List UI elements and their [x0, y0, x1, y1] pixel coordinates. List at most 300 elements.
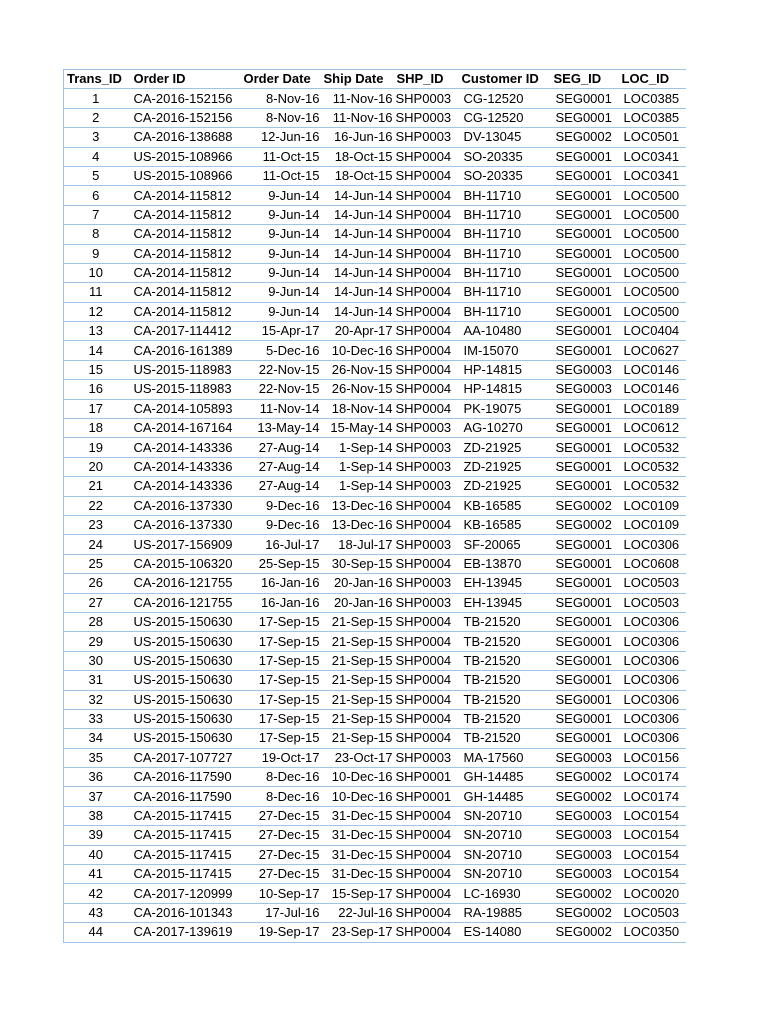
cell-order-id[interactable]: CA-2014-105893 — [128, 399, 242, 418]
cell-seg-id[interactable]: SEG0001 — [552, 302, 620, 321]
cell-order-id[interactable]: CA-2015-117415 — [128, 865, 242, 884]
cell-loc-id[interactable]: LOC0503 — [620, 593, 686, 612]
cell-order-id[interactable]: CA-2016-137330 — [128, 496, 242, 515]
cell-trans-id[interactable]: 32 — [64, 690, 128, 709]
cell-trans-id[interactable]: 2 — [64, 108, 128, 127]
cell-ship-date[interactable]: 23-Oct-17 — [322, 748, 395, 767]
cell-order-date[interactable]: 11-Oct-15 — [242, 166, 322, 185]
cell-trans-id[interactable]: 19 — [64, 438, 128, 457]
cell-customer-id[interactable]: DV-13045 — [460, 128, 552, 147]
cell-shp-id[interactable]: SHP0004 — [395, 651, 460, 670]
cell-order-date[interactable]: 17-Sep-15 — [242, 632, 322, 651]
cell-order-date[interactable]: 17-Sep-15 — [242, 690, 322, 709]
cell-seg-id[interactable]: SEG0002 — [552, 884, 620, 903]
cell-seg-id[interactable]: SEG0001 — [552, 225, 620, 244]
cell-order-id[interactable]: US-2015-150630 — [128, 671, 242, 690]
cell-ship-date[interactable]: 10-Dec-16 — [322, 341, 395, 360]
cell-order-id[interactable]: CA-2016-117590 — [128, 787, 242, 806]
cell-ship-date[interactable]: 16-Jun-16 — [322, 128, 395, 147]
cell-trans-id[interactable]: 44 — [64, 923, 128, 942]
cell-shp-id[interactable]: SHP0004 — [395, 923, 460, 942]
cell-seg-id[interactable]: SEG0001 — [552, 322, 620, 341]
cell-ship-date[interactable]: 15-Sep-17 — [322, 884, 395, 903]
cell-shp-id[interactable]: SHP0004 — [395, 612, 460, 631]
cell-ship-date[interactable]: 14-Jun-14 — [322, 302, 395, 321]
cell-loc-id[interactable]: LOC0341 — [620, 147, 686, 166]
header-customer-id[interactable]: Customer ID — [460, 70, 552, 89]
cell-shp-id[interactable]: SHP0004 — [395, 322, 460, 341]
cell-customer-id[interactable]: SN-20710 — [460, 826, 552, 845]
cell-shp-id[interactable]: SHP0004 — [395, 515, 460, 534]
cell-customer-id[interactable]: TB-21520 — [460, 651, 552, 670]
cell-customer-id[interactable]: CG-12520 — [460, 108, 552, 127]
cell-order-id[interactable]: CA-2016-121755 — [128, 574, 242, 593]
cell-shp-id[interactable]: SHP0001 — [395, 787, 460, 806]
cell-order-date[interactable]: 11-Nov-14 — [242, 399, 322, 418]
cell-order-id[interactable]: CA-2016-152156 — [128, 89, 242, 108]
cell-seg-id[interactable]: SEG0001 — [552, 709, 620, 728]
cell-shp-id[interactable]: SHP0004 — [395, 729, 460, 748]
cell-trans-id[interactable]: 14 — [64, 341, 128, 360]
cell-order-date[interactable]: 17-Sep-15 — [242, 729, 322, 748]
cell-ship-date[interactable]: 1-Sep-14 — [322, 438, 395, 457]
cell-customer-id[interactable]: BH-11710 — [460, 205, 552, 224]
cell-trans-id[interactable]: 31 — [64, 671, 128, 690]
cell-seg-id[interactable]: SEG0001 — [552, 205, 620, 224]
cell-ship-date[interactable]: 14-Jun-14 — [322, 263, 395, 282]
cell-trans-id[interactable]: 11 — [64, 283, 128, 302]
cell-loc-id[interactable]: LOC0532 — [620, 477, 686, 496]
cell-loc-id[interactable]: LOC0306 — [620, 690, 686, 709]
cell-shp-id[interactable]: SHP0004 — [395, 166, 460, 185]
cell-loc-id[interactable]: LOC0500 — [620, 302, 686, 321]
cell-order-id[interactable]: US-2015-118983 — [128, 380, 242, 399]
cell-trans-id[interactable]: 35 — [64, 748, 128, 767]
cell-seg-id[interactable]: SEG0003 — [552, 380, 620, 399]
cell-customer-id[interactable]: EB-13870 — [460, 554, 552, 573]
cell-seg-id[interactable]: SEG0001 — [552, 244, 620, 263]
cell-ship-date[interactable]: 13-Dec-16 — [322, 496, 395, 515]
cell-loc-id[interactable]: LOC0154 — [620, 845, 686, 864]
cell-shp-id[interactable]: SHP0003 — [395, 535, 460, 554]
cell-loc-id[interactable]: LOC0154 — [620, 826, 686, 845]
cell-order-id[interactable]: US-2015-150630 — [128, 690, 242, 709]
cell-loc-id[interactable]: LOC0306 — [620, 612, 686, 631]
cell-order-date[interactable]: 9-Jun-14 — [242, 283, 322, 302]
cell-shp-id[interactable]: SHP0003 — [395, 108, 460, 127]
cell-seg-id[interactable]: SEG0003 — [552, 360, 620, 379]
cell-ship-date[interactable]: 22-Jul-16 — [322, 903, 395, 922]
cell-ship-date[interactable]: 21-Sep-15 — [322, 690, 395, 709]
cell-order-id[interactable]: CA-2014-115812 — [128, 205, 242, 224]
cell-order-id[interactable]: US-2015-118983 — [128, 360, 242, 379]
cell-ship-date[interactable]: 20-Jan-16 — [322, 593, 395, 612]
cell-order-date[interactable]: 15-Apr-17 — [242, 322, 322, 341]
cell-trans-id[interactable]: 9 — [64, 244, 128, 263]
cell-order-id[interactable]: CA-2014-115812 — [128, 186, 242, 205]
cell-seg-id[interactable]: SEG0001 — [552, 632, 620, 651]
cell-ship-date[interactable]: 14-Jun-14 — [322, 283, 395, 302]
cell-shp-id[interactable]: SHP0003 — [395, 477, 460, 496]
cell-trans-id[interactable]: 41 — [64, 865, 128, 884]
cell-loc-id[interactable]: LOC0154 — [620, 806, 686, 825]
cell-order-id[interactable]: CA-2017-114412 — [128, 322, 242, 341]
cell-trans-id[interactable]: 34 — [64, 729, 128, 748]
cell-loc-id[interactable]: LOC0385 — [620, 89, 686, 108]
cell-order-id[interactable]: CA-2014-167164 — [128, 419, 242, 438]
cell-order-date[interactable]: 17-Sep-15 — [242, 709, 322, 728]
cell-seg-id[interactable]: SEG0001 — [552, 554, 620, 573]
cell-ship-date[interactable]: 31-Dec-15 — [322, 806, 395, 825]
cell-trans-id[interactable]: 6 — [64, 186, 128, 205]
cell-order-date[interactable]: 8-Nov-16 — [242, 89, 322, 108]
cell-order-id[interactable]: CA-2014-115812 — [128, 302, 242, 321]
cell-order-date[interactable]: 27-Dec-15 — [242, 845, 322, 864]
cell-loc-id[interactable]: LOC0404 — [620, 322, 686, 341]
cell-seg-id[interactable]: SEG0001 — [552, 263, 620, 282]
cell-ship-date[interactable]: 23-Sep-17 — [322, 923, 395, 942]
cell-seg-id[interactable]: SEG0001 — [552, 729, 620, 748]
cell-ship-date[interactable]: 26-Nov-15 — [322, 380, 395, 399]
cell-loc-id[interactable]: LOC0109 — [620, 496, 686, 515]
cell-order-date[interactable]: 8-Dec-16 — [242, 787, 322, 806]
cell-shp-id[interactable]: SHP0004 — [395, 806, 460, 825]
cell-order-id[interactable]: CA-2016-121755 — [128, 593, 242, 612]
cell-seg-id[interactable]: SEG0003 — [552, 865, 620, 884]
cell-trans-id[interactable]: 39 — [64, 826, 128, 845]
cell-seg-id[interactable]: SEG0001 — [552, 612, 620, 631]
cell-shp-id[interactable]: SHP0004 — [395, 632, 460, 651]
cell-customer-id[interactable]: BH-11710 — [460, 244, 552, 263]
cell-trans-id[interactable]: 23 — [64, 515, 128, 534]
cell-customer-id[interactable]: ZD-21925 — [460, 477, 552, 496]
cell-shp-id[interactable]: SHP0004 — [395, 690, 460, 709]
cell-loc-id[interactable]: LOC0532 — [620, 457, 686, 476]
cell-seg-id[interactable]: SEG0001 — [552, 477, 620, 496]
cell-order-id[interactable]: CA-2015-117415 — [128, 845, 242, 864]
cell-order-id[interactable]: CA-2014-115812 — [128, 283, 242, 302]
cell-shp-id[interactable]: SHP0003 — [395, 438, 460, 457]
cell-ship-date[interactable]: 14-Jun-14 — [322, 186, 395, 205]
cell-seg-id[interactable]: SEG0002 — [552, 515, 620, 534]
cell-seg-id[interactable]: SEG0003 — [552, 845, 620, 864]
cell-seg-id[interactable]: SEG0002 — [552, 903, 620, 922]
cell-order-date[interactable]: 17-Sep-15 — [242, 671, 322, 690]
header-ship-date[interactable]: Ship Date — [322, 70, 395, 89]
cell-trans-id[interactable]: 20 — [64, 457, 128, 476]
cell-order-date[interactable]: 8-Nov-16 — [242, 108, 322, 127]
cell-ship-date[interactable]: 15-May-14 — [322, 419, 395, 438]
cell-seg-id[interactable]: SEG0003 — [552, 826, 620, 845]
cell-order-date[interactable]: 9-Dec-16 — [242, 496, 322, 515]
cell-trans-id[interactable]: 15 — [64, 360, 128, 379]
cell-order-date[interactable]: 22-Nov-15 — [242, 360, 322, 379]
cell-order-date[interactable]: 9-Jun-14 — [242, 225, 322, 244]
cell-seg-id[interactable]: SEG0003 — [552, 748, 620, 767]
cell-customer-id[interactable]: TB-21520 — [460, 612, 552, 631]
cell-loc-id[interactable]: LOC0306 — [620, 535, 686, 554]
cell-trans-id[interactable]: 36 — [64, 768, 128, 787]
cell-order-id[interactable]: CA-2015-117415 — [128, 806, 242, 825]
cell-ship-date[interactable]: 14-Jun-14 — [322, 225, 395, 244]
cell-customer-id[interactable]: KB-16585 — [460, 515, 552, 534]
cell-order-id[interactable]: CA-2016-161389 — [128, 341, 242, 360]
cell-trans-id[interactable]: 27 — [64, 593, 128, 612]
cell-customer-id[interactable]: PK-19075 — [460, 399, 552, 418]
cell-trans-id[interactable]: 16 — [64, 380, 128, 399]
cell-shp-id[interactable]: SHP0003 — [395, 89, 460, 108]
cell-loc-id[interactable]: LOC0385 — [620, 108, 686, 127]
cell-order-date[interactable]: 16-Jul-17 — [242, 535, 322, 554]
cell-customer-id[interactable]: EH-13945 — [460, 593, 552, 612]
cell-loc-id[interactable]: LOC0500 — [620, 263, 686, 282]
cell-seg-id[interactable]: SEG0001 — [552, 186, 620, 205]
cell-shp-id[interactable]: SHP0004 — [395, 380, 460, 399]
cell-shp-id[interactable]: SHP0004 — [395, 283, 460, 302]
cell-ship-date[interactable]: 10-Dec-16 — [322, 768, 395, 787]
cell-trans-id[interactable]: 12 — [64, 302, 128, 321]
cell-customer-id[interactable]: BH-11710 — [460, 283, 552, 302]
cell-loc-id[interactable]: LOC0174 — [620, 787, 686, 806]
cell-ship-date[interactable]: 20-Jan-16 — [322, 574, 395, 593]
cell-ship-date[interactable]: 21-Sep-15 — [322, 632, 395, 651]
cell-customer-id[interactable]: BH-11710 — [460, 225, 552, 244]
cell-order-date[interactable]: 9-Jun-14 — [242, 186, 322, 205]
cell-customer-id[interactable]: AA-10480 — [460, 322, 552, 341]
cell-customer-id[interactable]: GH-14485 — [460, 768, 552, 787]
cell-shp-id[interactable]: SHP0004 — [395, 360, 460, 379]
cell-trans-id[interactable]: 26 — [64, 574, 128, 593]
cell-loc-id[interactable]: LOC0501 — [620, 128, 686, 147]
cell-seg-id[interactable]: SEG0001 — [552, 651, 620, 670]
cell-seg-id[interactable]: SEG0001 — [552, 593, 620, 612]
cell-customer-id[interactable]: RA-19885 — [460, 903, 552, 922]
cell-trans-id[interactable]: 28 — [64, 612, 128, 631]
cell-order-date[interactable]: 27-Aug-14 — [242, 477, 322, 496]
cell-customer-id[interactable]: ZD-21925 — [460, 438, 552, 457]
cell-loc-id[interactable]: LOC0612 — [620, 419, 686, 438]
cell-shp-id[interactable]: SHP0004 — [395, 186, 460, 205]
cell-order-date[interactable]: 17-Jul-16 — [242, 903, 322, 922]
cell-loc-id[interactable]: LOC0500 — [620, 205, 686, 224]
cell-customer-id[interactable]: SO-20335 — [460, 147, 552, 166]
cell-customer-id[interactable]: ZD-21925 — [460, 457, 552, 476]
cell-order-date[interactable]: 5-Dec-16 — [242, 341, 322, 360]
cell-ship-date[interactable]: 26-Nov-15 — [322, 360, 395, 379]
cell-shp-id[interactable]: SHP0003 — [395, 457, 460, 476]
cell-order-id[interactable]: CA-2016-152156 — [128, 108, 242, 127]
cell-seg-id[interactable]: SEG0002 — [552, 787, 620, 806]
cell-order-date[interactable]: 27-Dec-15 — [242, 806, 322, 825]
cell-trans-id[interactable]: 43 — [64, 903, 128, 922]
cell-seg-id[interactable]: SEG0002 — [552, 128, 620, 147]
cell-customer-id[interactable]: SO-20335 — [460, 166, 552, 185]
cell-seg-id[interactable]: SEG0001 — [552, 341, 620, 360]
cell-loc-id[interactable]: LOC0500 — [620, 186, 686, 205]
cell-ship-date[interactable]: 1-Sep-14 — [322, 477, 395, 496]
cell-order-date[interactable]: 25-Sep-15 — [242, 554, 322, 573]
cell-trans-id[interactable]: 1 — [64, 89, 128, 108]
cell-ship-date[interactable]: 21-Sep-15 — [322, 651, 395, 670]
cell-trans-id[interactable]: 18 — [64, 419, 128, 438]
cell-trans-id[interactable]: 21 — [64, 477, 128, 496]
cell-seg-id[interactable]: SEG0001 — [552, 535, 620, 554]
cell-shp-id[interactable]: SHP0004 — [395, 865, 460, 884]
cell-shp-id[interactable]: SHP0004 — [395, 244, 460, 263]
cell-customer-id[interactable]: KB-16585 — [460, 496, 552, 515]
cell-shp-id[interactable]: SHP0003 — [395, 593, 460, 612]
cell-shp-id[interactable]: SHP0004 — [395, 263, 460, 282]
cell-seg-id[interactable]: SEG0001 — [552, 89, 620, 108]
cell-shp-id[interactable]: SHP0004 — [395, 903, 460, 922]
cell-ship-date[interactable]: 31-Dec-15 — [322, 826, 395, 845]
cell-customer-id[interactable]: ES-14080 — [460, 923, 552, 942]
cell-shp-id[interactable]: SHP0004 — [395, 826, 460, 845]
cell-loc-id[interactable]: LOC0154 — [620, 865, 686, 884]
cell-shp-id[interactable]: SHP0004 — [395, 884, 460, 903]
cell-order-date[interactable]: 22-Nov-15 — [242, 380, 322, 399]
cell-customer-id[interactable]: BH-11710 — [460, 263, 552, 282]
cell-customer-id[interactable]: HP-14815 — [460, 380, 552, 399]
cell-order-date[interactable]: 27-Aug-14 — [242, 457, 322, 476]
cell-order-date[interactable]: 27-Dec-15 — [242, 865, 322, 884]
header-trans-id[interactable]: Trans_ID — [64, 70, 128, 89]
cell-customer-id[interactable]: TB-21520 — [460, 690, 552, 709]
cell-trans-id[interactable]: 10 — [64, 263, 128, 282]
cell-order-id[interactable]: CA-2016-117590 — [128, 768, 242, 787]
header-order-id[interactable]: Order ID — [128, 70, 242, 89]
cell-shp-id[interactable]: SHP0004 — [395, 225, 460, 244]
cell-customer-id[interactable]: SF-20065 — [460, 535, 552, 554]
cell-loc-id[interactable]: LOC0350 — [620, 923, 686, 942]
cell-trans-id[interactable]: 29 — [64, 632, 128, 651]
cell-loc-id[interactable]: LOC0306 — [620, 671, 686, 690]
cell-seg-id[interactable]: SEG0001 — [552, 147, 620, 166]
cell-ship-date[interactable]: 18-Oct-15 — [322, 147, 395, 166]
cell-order-id[interactable]: CA-2014-143336 — [128, 477, 242, 496]
cell-loc-id[interactable]: LOC0608 — [620, 554, 686, 573]
cell-trans-id[interactable]: 30 — [64, 651, 128, 670]
cell-trans-id[interactable]: 13 — [64, 322, 128, 341]
cell-customer-id[interactable]: AG-10270 — [460, 419, 552, 438]
cell-customer-id[interactable]: TB-21520 — [460, 671, 552, 690]
cell-shp-id[interactable]: SHP0004 — [395, 709, 460, 728]
cell-ship-date[interactable]: 21-Sep-15 — [322, 612, 395, 631]
cell-ship-date[interactable]: 31-Dec-15 — [322, 865, 395, 884]
cell-order-date[interactable]: 16-Jan-16 — [242, 574, 322, 593]
cell-order-id[interactable]: CA-2015-117415 — [128, 826, 242, 845]
cell-order-id[interactable]: CA-2016-137330 — [128, 515, 242, 534]
cell-order-id[interactable]: CA-2014-115812 — [128, 225, 242, 244]
header-seg-id[interactable]: SEG_ID — [552, 70, 620, 89]
cell-order-date[interactable]: 9-Jun-14 — [242, 302, 322, 321]
cell-ship-date[interactable]: 11-Nov-16 — [322, 108, 395, 127]
cell-order-date[interactable]: 16-Jan-16 — [242, 593, 322, 612]
cell-loc-id[interactable]: LOC0500 — [620, 225, 686, 244]
cell-shp-id[interactable]: SHP0004 — [395, 341, 460, 360]
cell-trans-id[interactable]: 42 — [64, 884, 128, 903]
cell-ship-date[interactable]: 18-Oct-15 — [322, 166, 395, 185]
cell-ship-date[interactable]: 20-Apr-17 — [322, 322, 395, 341]
cell-customer-id[interactable]: SN-20710 — [460, 865, 552, 884]
cell-order-date[interactable]: 9-Jun-14 — [242, 244, 322, 263]
cell-order-id[interactable]: US-2015-108966 — [128, 166, 242, 185]
cell-customer-id[interactable]: GH-14485 — [460, 787, 552, 806]
cell-ship-date[interactable]: 10-Dec-16 — [322, 787, 395, 806]
cell-trans-id[interactable]: 33 — [64, 709, 128, 728]
cell-customer-id[interactable]: MA-17560 — [460, 748, 552, 767]
cell-customer-id[interactable]: TB-21520 — [460, 632, 552, 651]
cell-trans-id[interactable]: 40 — [64, 845, 128, 864]
cell-shp-id[interactable]: SHP0003 — [395, 419, 460, 438]
cell-seg-id[interactable]: SEG0001 — [552, 283, 620, 302]
cell-order-id[interactable]: CA-2014-115812 — [128, 244, 242, 263]
cell-customer-id[interactable]: LC-16930 — [460, 884, 552, 903]
cell-trans-id[interactable]: 4 — [64, 147, 128, 166]
cell-seg-id[interactable]: SEG0003 — [552, 806, 620, 825]
cell-ship-date[interactable]: 21-Sep-15 — [322, 671, 395, 690]
cell-trans-id[interactable]: 7 — [64, 205, 128, 224]
cell-order-id[interactable]: US-2015-150630 — [128, 632, 242, 651]
cell-loc-id[interactable]: LOC0306 — [620, 651, 686, 670]
cell-order-date[interactable]: 9-Dec-16 — [242, 515, 322, 534]
cell-loc-id[interactable]: LOC0146 — [620, 360, 686, 379]
cell-order-date[interactable]: 19-Oct-17 — [242, 748, 322, 767]
cell-ship-date[interactable]: 30-Sep-15 — [322, 554, 395, 573]
cell-customer-id[interactable]: TB-21520 — [460, 709, 552, 728]
cell-trans-id[interactable]: 37 — [64, 787, 128, 806]
cell-shp-id[interactable]: SHP0004 — [395, 496, 460, 515]
cell-order-date[interactable]: 19-Sep-17 — [242, 923, 322, 942]
cell-trans-id[interactable]: 8 — [64, 225, 128, 244]
cell-ship-date[interactable]: 14-Jun-14 — [322, 244, 395, 263]
cell-trans-id[interactable]: 17 — [64, 399, 128, 418]
cell-loc-id[interactable]: LOC0500 — [620, 283, 686, 302]
cell-seg-id[interactable]: SEG0001 — [552, 108, 620, 127]
cell-seg-id[interactable]: SEG0001 — [552, 166, 620, 185]
cell-loc-id[interactable]: LOC0503 — [620, 574, 686, 593]
cell-trans-id[interactable]: 3 — [64, 128, 128, 147]
cell-loc-id[interactable]: LOC0503 — [620, 903, 686, 922]
cell-order-id[interactable]: US-2015-150630 — [128, 612, 242, 631]
cell-order-id[interactable]: US-2015-150630 — [128, 709, 242, 728]
cell-order-date[interactable]: 17-Sep-15 — [242, 651, 322, 670]
cell-seg-id[interactable]: SEG0001 — [552, 457, 620, 476]
cell-ship-date[interactable]: 31-Dec-15 — [322, 845, 395, 864]
cell-customer-id[interactable]: IM-15070 — [460, 341, 552, 360]
cell-seg-id[interactable]: SEG0001 — [552, 438, 620, 457]
cell-order-date[interactable]: 8-Dec-16 — [242, 768, 322, 787]
cell-seg-id[interactable]: SEG0001 — [552, 399, 620, 418]
cell-customer-id[interactable]: HP-14815 — [460, 360, 552, 379]
cell-seg-id[interactable]: SEG0002 — [552, 923, 620, 942]
cell-order-id[interactable]: CA-2014-143336 — [128, 457, 242, 476]
cell-seg-id[interactable]: SEG0001 — [552, 690, 620, 709]
header-loc-id[interactable]: LOC_ID — [620, 70, 686, 89]
cell-shp-id[interactable]: SHP0003 — [395, 748, 460, 767]
cell-customer-id[interactable]: BH-11710 — [460, 186, 552, 205]
cell-seg-id[interactable]: SEG0002 — [552, 496, 620, 515]
cell-loc-id[interactable]: LOC0532 — [620, 438, 686, 457]
cell-ship-date[interactable]: 1-Sep-14 — [322, 457, 395, 476]
cell-ship-date[interactable]: 18-Jul-17 — [322, 535, 395, 554]
cell-shp-id[interactable]: SHP0004 — [395, 147, 460, 166]
cell-order-id[interactable]: CA-2014-143336 — [128, 438, 242, 457]
header-shp-id[interactable]: SHP_ID — [395, 70, 460, 89]
cell-loc-id[interactable]: LOC0500 — [620, 244, 686, 263]
cell-order-id[interactable]: CA-2014-115812 — [128, 263, 242, 282]
cell-shp-id[interactable]: SHP0004 — [395, 302, 460, 321]
